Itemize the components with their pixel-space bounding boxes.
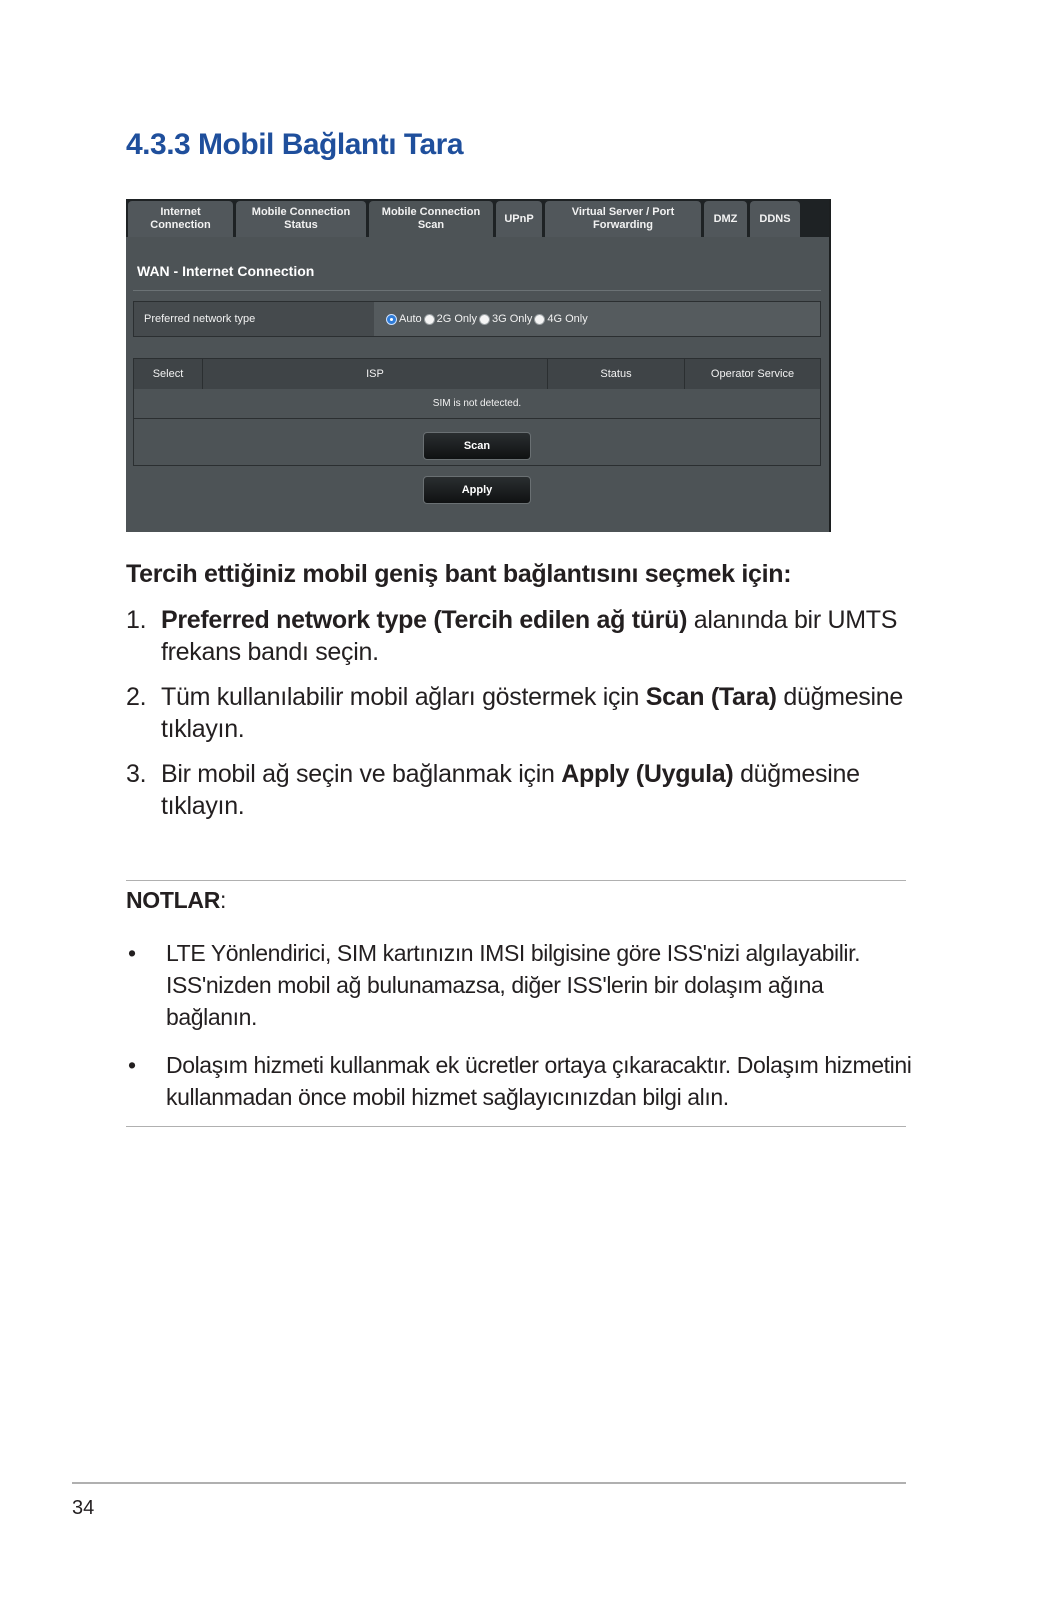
tab-bar [126,199,829,237]
radio-2g-only[interactable] [424,313,477,325]
section-title: 4.3.3 Mobil Bağlantı Tara [126,128,464,161]
radio-label: 2G Only [436,313,477,325]
sim-status-message: SIM is not detected. [134,390,820,419]
column-header-operator-service: Operator Service [710,368,795,380]
tab-ddns[interactable]: DDNS [750,201,800,237]
step-item [126,604,906,668]
step-text: alanında bir UMTS frekans bandı seçin. [161,606,898,666]
tab-dmz[interactable]: DMZ [704,201,747,237]
step-text: Bir mobil ağ seçin ve bağlanmak için [161,760,562,788]
step-item [126,758,906,822]
instructions-lead: Tercih ettiğiniz mobil geniş bant bağlantısını seçmek için: [126,560,792,588]
column-header-status: Status [548,359,685,389]
step-bold-text: Apply (Uygula) [561,760,734,788]
radio-label: 3G Only [492,313,533,325]
radio-4g-only[interactable] [534,313,587,325]
bullet-icon: • [128,1052,136,1078]
notes-title-text: NOTLAR [126,887,221,913]
radio-checked-icon [386,314,397,325]
step-number: 3. [126,760,147,788]
step-bold-text: Scan (Tara) [645,683,777,711]
step-text: düğmesine tıklayın. [161,683,903,743]
radio-unchecked-icon [424,314,435,325]
table-header [134,359,820,389]
radio-label: 4G Only [547,313,588,325]
step-text: Tüm kullanılabilir mobil ağları göstermek için [161,683,646,711]
step-text: düğmesine tıklayın. [161,760,860,820]
column-header-isp: ISP [203,359,548,389]
radio-unchecked-icon [479,314,490,325]
page-number: 34 [72,1497,95,1519]
note-text: Dolaşım hizmeti kullanmak ek ücretler ortaya çıkaracaktır. Dolaşım hizmetini kullanmadan önce mobil hizmet sağlayıcınızdan bilgi alın. [166,1052,912,1110]
note-item [126,1049,916,1113]
note-text: LTE Yönlendirici, SIM kartınızın IMSI bilgisine göre ISS'nizi algılayabilir. ISS'nizden mobil ağ bulunamazsa, diğer ISS'lerin bir dolaşım ağına bağlanın. [166,940,861,1030]
notes-bottom-rule [126,1126,906,1127]
note-item [126,937,916,1033]
tab-virtual-server[interactable]: Virtual Server / Port Forwarding [545,201,701,237]
radio-auto[interactable] [386,313,422,325]
notes-title [126,887,226,914]
tab-mobile-connection-status[interactable]: Mobile Connection Status [236,201,366,237]
step-number: 2. [126,683,147,711]
steps-list [126,604,906,835]
radio-unchecked-icon [534,314,545,325]
footer-rule [72,1482,906,1484]
step-number: 1. [126,606,147,634]
notes-top-rule [126,880,906,881]
apply-button[interactable]: Apply [423,476,531,504]
notes-colon: : [220,887,227,913]
preferred-network-row [133,301,821,337]
router-screenshot [126,199,831,532]
notes-list [126,937,916,1129]
preferred-network-label: Preferred network type [134,302,374,336]
radio-label: Auto [399,313,422,325]
tab-internet-connection[interactable]: Internet Connection [128,201,233,237]
isp-table [133,358,821,466]
step-bold-text: Preferred network type (Tercih edilen ağ türü) [161,606,688,634]
step-item [126,681,906,745]
bullet-icon: • [128,940,136,966]
column-header-select: Select [134,359,203,389]
divider [133,290,821,291]
scan-button[interactable]: Scan [423,432,531,460]
tab-mobile-connection-scan[interactable]: Mobile Connection Scan [369,201,493,237]
panel-title: WAN - Internet Connection [137,263,315,279]
tab-upnp[interactable]: UPnP [496,201,542,237]
radio-3g-only[interactable] [479,313,532,325]
network-type-radio-group [386,302,590,336]
